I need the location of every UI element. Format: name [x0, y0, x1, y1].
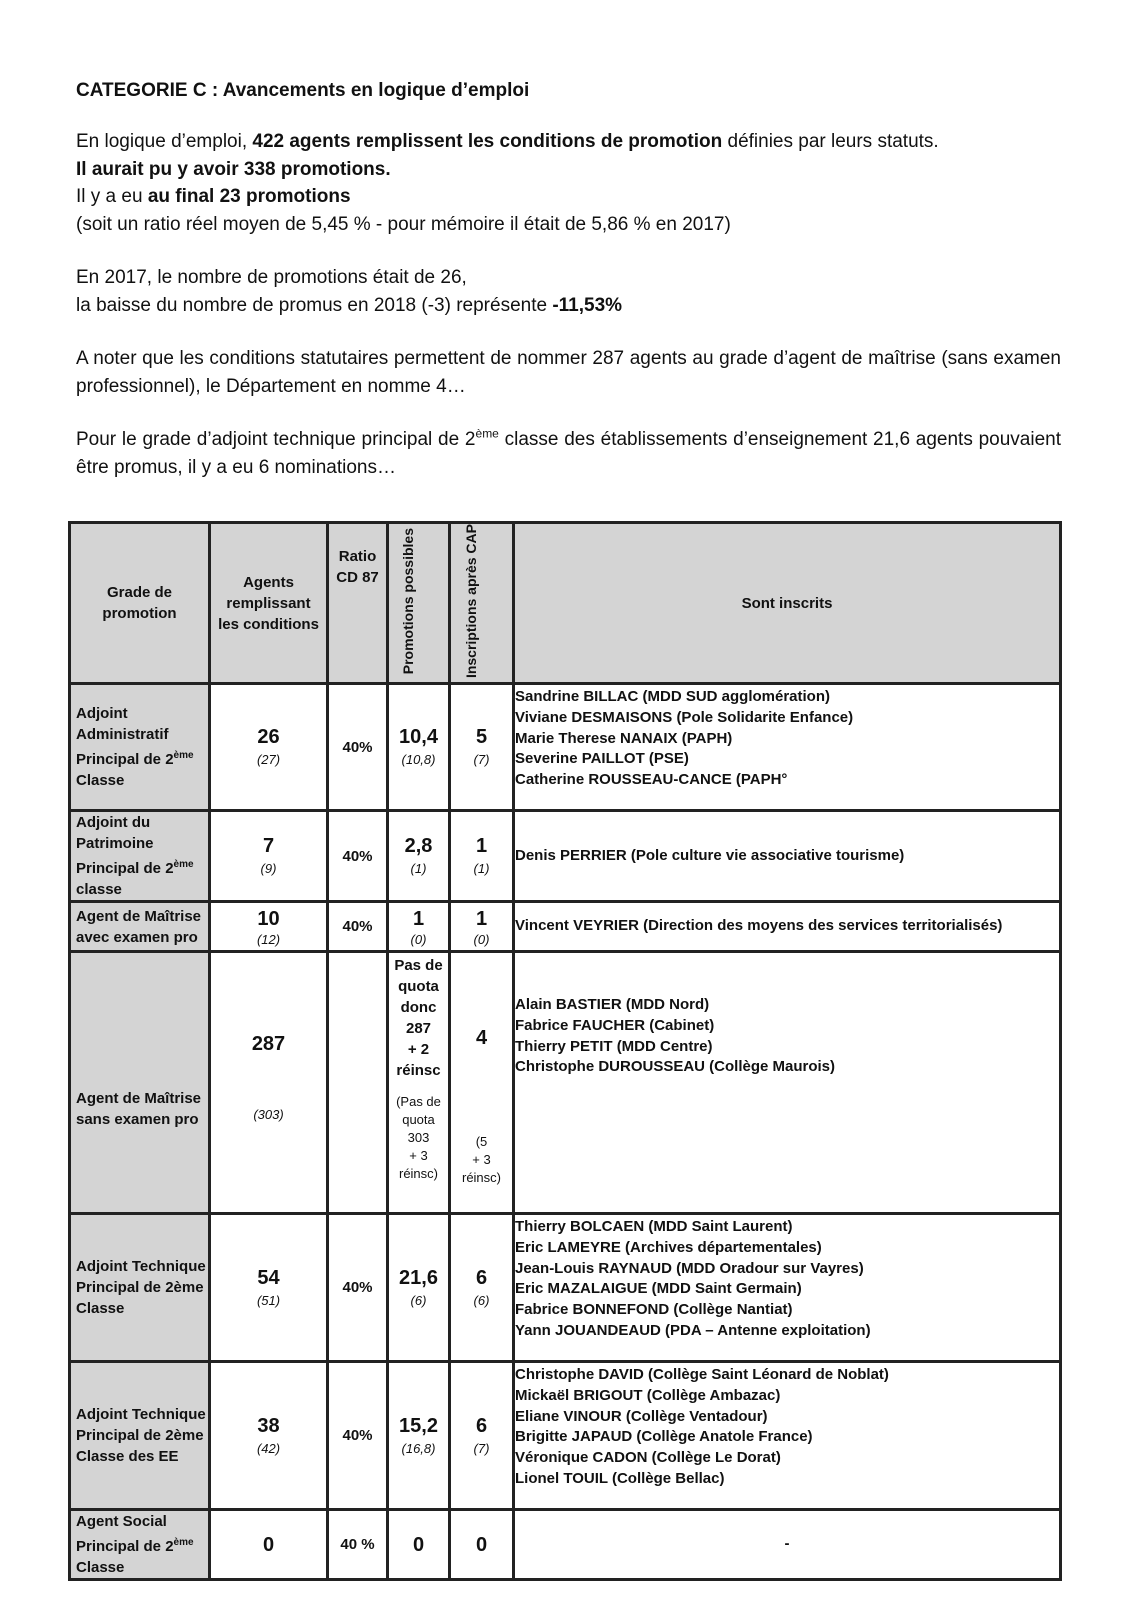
promotions-cell: 2,8 (1) — [388, 811, 450, 902]
page-title: CATEGORIE C : Avancements en logique d’emploi — [76, 80, 530, 101]
intro-paragraph — [76, 128, 1061, 238]
list-item: Severine PAILLOT (PSE) — [515, 750, 689, 768]
names-cell — [514, 902, 1061, 952]
ratio-cell: 40 % — [328, 1510, 388, 1580]
list-item: Vincent VEYRIER (Direction des moyens des services territorialisés) — [515, 917, 1003, 935]
grade-cell: Adjoint du Patrimoine Principal de 2ème classe — [70, 811, 210, 902]
note-paragraph: A noter que les conditions statutaires permettent de nommer 287 agents au grade d’agent de maîtrise (sans examen professionnel), le Département en nomme 4… — [76, 348, 1061, 397]
inscriptions-cell: 5 (7) — [450, 684, 514, 811]
bold-text: 422 agents remplissent les conditions de promotion — [252, 131, 723, 152]
promotions-table — [68, 521, 1062, 1581]
table-row — [70, 1214, 1061, 1362]
table-row — [70, 1510, 1061, 1580]
list-item: Denis PERRIER (Pole culture vie associative tourisme) — [515, 846, 905, 864]
list-item: Marie Therese NANAIX (PAPH) — [515, 729, 733, 747]
list-item: Christophe DUROUSSEAU (Collège Maurois) — [515, 1058, 836, 1076]
list-item: Brigitte JAPAUD (Collège Anatole France) — [515, 1428, 813, 1446]
table-row — [70, 952, 1061, 1214]
inscriptions-cell: 6 (7) — [450, 1362, 514, 1510]
list-item: Fabrice BONNEFOND (Collège Nantiat) — [515, 1301, 793, 1319]
names-cell — [514, 952, 1061, 1214]
text: Pour le grade d’adjoint technique principal de 2 — [76, 429, 476, 450]
agents-cell: 38 (42) — [210, 1362, 328, 1510]
text: Il y a eu — [76, 186, 148, 207]
list-item: Thierry PETIT (MDD Centre) — [515, 1037, 713, 1055]
text: la baisse du nombre de promus en 2018 (-3) représente — [76, 294, 553, 316]
ratio-cell: 40% — [328, 1362, 388, 1510]
list-item: Christophe DAVID (Collège Saint Léonard de Noblat) — [515, 1366, 889, 1384]
grade-cell: Adjoint Technique Principal de 2ème Classe des EE — [70, 1362, 210, 1510]
bold-text: au final 23 promotions — [147, 186, 351, 207]
agents-cell: 10 (12) — [210, 902, 328, 952]
promotions-cell: Pas de quota donc 287 + 2 réinsc (Pas de quota 303 + 3 réinsc) — [388, 952, 450, 1214]
agents-cell: 287 (303) — [210, 952, 328, 1214]
header-ratio: Ratio CD 87 — [328, 523, 388, 684]
header-inscriptions: Inscriptions après CAP — [450, 523, 514, 684]
text: En logique d’emploi, — [76, 131, 253, 152]
table-row — [70, 811, 1061, 902]
table-row — [70, 902, 1061, 952]
list-item: Mickaël BRIGOUT (Collège Ambazac) — [515, 1386, 781, 1404]
list-item: Yann JOUANDEAUD (PDA – Antenne exploitation) — [515, 1322, 871, 1340]
list-item: Eric MAZALAIGUE (MDD Saint Germain) — [515, 1280, 802, 1298]
ratio-cell: 40% — [328, 1214, 388, 1362]
grade-cell: Agent Social Principal de 2ème Classe — [70, 1510, 210, 1580]
agents-cell: 26 (27) — [210, 684, 328, 811]
names-cell — [514, 1362, 1061, 1510]
inscriptions-cell: 4 (5 + 3 réinsc) — [450, 952, 514, 1214]
document-body — [76, 80, 1061, 507]
promotions-cell: 0 — [388, 1510, 450, 1580]
header-grade: Grade de promotion — [70, 523, 210, 684]
inscriptions-cell: 1 (0) — [450, 902, 514, 952]
grade-paragraph — [76, 426, 1061, 481]
grade-cell: Agent de Maîtrise avec examen pro — [70, 902, 210, 952]
list-item: Thierry BOLCAEN (MDD Saint Laurent) — [515, 1218, 793, 1236]
table-row — [70, 684, 1061, 811]
ratio-cell: 40% — [328, 684, 388, 811]
text: classe des établissements d’enseignement 21,6 agents pouvaient être promus, il y a eu 6 nominations… — [76, 429, 1062, 478]
text: (soit un ratio réel moyen de 5,45 % - pour mémoire il était de 5,86 % en 2017) — [76, 213, 731, 235]
promotions-cell: 1 (0) — [388, 902, 450, 952]
list-item: Jean-Louis RAYNAUD (MDD Oradour sur Vayres) — [515, 1259, 864, 1277]
bold-text: Il aurait pu y avoir 338 promotions. — [76, 158, 391, 180]
ratio-cell: 40% — [328, 811, 388, 902]
header-agents: Agents remplissant les conditions — [210, 523, 328, 684]
inscriptions-cell: 0 — [450, 1510, 514, 1580]
names-cell — [514, 1510, 1061, 1580]
promotions-cell: 10,4 (10,8) — [388, 684, 450, 811]
list-item: Eric LAMEYRE (Archives départementales) — [515, 1238, 822, 1256]
list-item: Catherine ROUSSEAU-CANCE (PAPH° — [515, 771, 788, 789]
header-inscrits: Sont inscrits — [514, 523, 1061, 684]
ratio-cell — [328, 952, 388, 1214]
names-cell — [514, 1214, 1061, 1362]
superscript: ème — [475, 426, 499, 441]
list-item: Viviane DESMAISONS (Pole Solidarite Enfance) — [515, 708, 854, 726]
names-cell — [514, 811, 1061, 902]
inscriptions-cell: 1 (1) — [450, 811, 514, 902]
list-item: - — [784, 1535, 790, 1553]
names-cell — [514, 684, 1061, 811]
promotions-cell: 15,2 (16,8) — [388, 1362, 450, 1510]
list-item: Eliane VINOUR (Collège Ventadour) — [515, 1407, 768, 1425]
bold-text: -11,53% — [552, 294, 623, 316]
grade-cell: Adjoint Technique Principal de 2ème Classe — [70, 1214, 210, 1362]
text: En 2017, le nombre de promotions était de 26, — [76, 267, 467, 288]
table-header-row — [70, 523, 1061, 684]
list-item: Fabrice FAUCHER (Cabinet) — [515, 1016, 715, 1034]
header-promotions: Promotions possibles — [388, 523, 450, 684]
agents-cell: 54 (51) — [210, 1214, 328, 1362]
ratio-cell: 40% — [328, 902, 388, 952]
list-item: Lionel TOUIL (Collège Bellac) — [515, 1470, 725, 1488]
list-item: Sandrine BILLAC (MDD SUD agglomération) — [515, 688, 831, 706]
text: définies par leurs statuts. — [722, 131, 939, 152]
grade-cell: Adjoint Administratif Principal de 2ème Classe — [70, 684, 210, 811]
promotions-cell: 21,6 (6) — [388, 1214, 450, 1362]
agents-cell: 7 (9) — [210, 811, 328, 902]
comparison-paragraph — [76, 264, 1061, 319]
agents-cell: 0 — [210, 1510, 328, 1580]
grade-cell: Agent de Maîtrise sans examen pro — [70, 952, 210, 1214]
list-item: Véronique CADON (Collège Le Dorat) — [515, 1449, 781, 1467]
table-row — [70, 1362, 1061, 1510]
inscriptions-cell: 6 (6) — [450, 1214, 514, 1362]
list-item: Alain BASTIER (MDD Nord) — [515, 996, 710, 1014]
